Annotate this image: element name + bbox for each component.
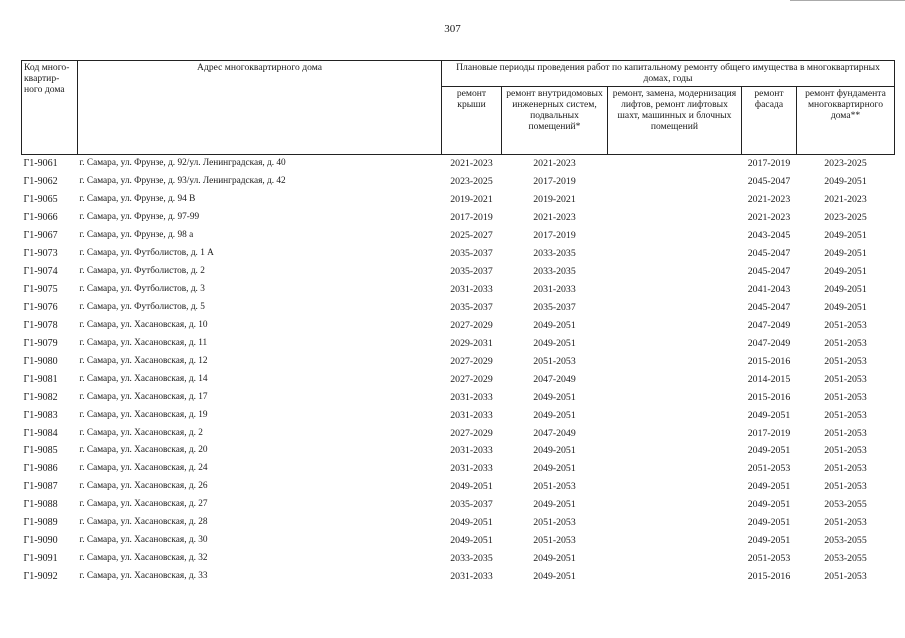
foundation-period: 2053-2055 bbox=[824, 535, 867, 547]
roof-period: 2027-2029 bbox=[450, 373, 493, 385]
house-address: г. Самара, ул. Хасановская, д. 12 bbox=[79, 355, 208, 366]
facade-period: 2045-2047 bbox=[747, 301, 791, 313]
lifts-period bbox=[608, 388, 742, 406]
systems-period: 2051-2053 bbox=[533, 535, 576, 547]
table-row bbox=[22, 460, 895, 478]
house-address: г. Самара, ул. Хасановская, д. 14 bbox=[79, 373, 208, 384]
roof-period: 2049-2051 bbox=[450, 535, 493, 547]
foundation-period: 2051-2053 bbox=[824, 355, 867, 367]
facade-period: 2015-2016 bbox=[747, 355, 791, 367]
facade-period: 2049-2051 bbox=[747, 499, 791, 511]
roof-period: 2031-2033 bbox=[450, 445, 493, 457]
table-row bbox=[22, 442, 895, 460]
roof-period: 2031-2033 bbox=[450, 391, 493, 403]
table-row bbox=[22, 316, 895, 334]
house-code: Г1-9086 bbox=[23, 463, 58, 475]
foundation-period: 2053-2055 bbox=[824, 499, 867, 511]
systems-period: 2017-2019 bbox=[533, 176, 576, 188]
facade-period: 2021-2023 bbox=[747, 212, 791, 224]
table-row bbox=[22, 478, 895, 496]
lifts-period bbox=[608, 227, 742, 245]
lifts-period bbox=[608, 173, 742, 191]
table-row bbox=[22, 424, 895, 442]
systems-period: 2051-2053 bbox=[533, 517, 576, 529]
systems-period: 2051-2053 bbox=[533, 355, 576, 367]
house-code: Г1-9090 bbox=[23, 535, 58, 547]
systems-period: 2049-2051 bbox=[533, 391, 576, 403]
house-code: Г1-9078 bbox=[23, 319, 58, 331]
header-facade: ремонт фасада bbox=[742, 87, 797, 155]
lifts-period bbox=[608, 299, 742, 317]
facade-period: 2051-2053 bbox=[747, 553, 791, 565]
house-address: г. Самара, ул. Фрунзе, д. 97-99 bbox=[79, 212, 200, 223]
facade-period: 2045-2047 bbox=[747, 176, 791, 188]
house-address: г. Самара, ул. Фрунзе, д. 93/ул. Ленинградская, д. 42 bbox=[79, 176, 286, 187]
roof-period: 2031-2033 bbox=[450, 284, 493, 296]
house-address: г. Самара, ул. Хасановская, д. 20 bbox=[79, 445, 208, 456]
house-code: Г1-9085 bbox=[23, 445, 58, 457]
foundation-period: 2053-2055 bbox=[824, 553, 867, 565]
roof-period: 2049-2051 bbox=[450, 517, 493, 529]
systems-period: 2035-2037 bbox=[533, 301, 576, 313]
table-row bbox=[22, 191, 895, 209]
roof-period: 2033-2035 bbox=[450, 553, 493, 565]
facade-period: 2021-2023 bbox=[747, 194, 791, 206]
facade-period: 2017-2019 bbox=[747, 158, 791, 170]
header-planned-periods: Плановые периоды проведения работ по капитальному ремонту общего имущества в многоквартирных домах, годы bbox=[442, 61, 895, 87]
house-address: г. Самара, ул. Хасановская, д. 19 bbox=[79, 409, 208, 420]
house-code: Г1-9061 bbox=[23, 158, 58, 170]
house-code: Г1-9062 bbox=[23, 176, 58, 188]
foundation-period: 2049-2051 bbox=[824, 266, 867, 278]
systems-period: 2047-2049 bbox=[533, 373, 576, 385]
table-row bbox=[22, 370, 895, 388]
systems-period: 2049-2051 bbox=[533, 409, 576, 421]
house-address: г. Самара, ул. Хасановская, д. 24 bbox=[79, 463, 208, 474]
lifts-period bbox=[608, 334, 742, 352]
table-row bbox=[22, 299, 895, 317]
systems-period: 2049-2051 bbox=[533, 553, 576, 565]
facade-period: 2049-2051 bbox=[747, 409, 791, 421]
systems-period: 2033-2035 bbox=[533, 266, 576, 278]
table-row bbox=[22, 496, 895, 514]
house-code: Г1-9082 bbox=[23, 391, 58, 403]
table-row bbox=[22, 550, 895, 568]
house-code: Г1-9075 bbox=[23, 284, 58, 296]
lifts-period bbox=[608, 496, 742, 514]
foundation-period: 2051-2053 bbox=[824, 445, 867, 457]
lifts-period bbox=[608, 460, 742, 478]
foundation-period: 2049-2051 bbox=[824, 176, 867, 188]
facade-period: 2015-2016 bbox=[747, 391, 791, 403]
systems-period: 2031-2033 bbox=[533, 284, 576, 296]
systems-period: 2049-2051 bbox=[533, 499, 576, 511]
facade-period: 2047-2049 bbox=[747, 337, 791, 349]
table-body bbox=[22, 155, 895, 586]
table-row bbox=[22, 263, 895, 281]
table-row bbox=[22, 245, 895, 263]
foundation-period: 2051-2053 bbox=[824, 463, 867, 475]
lifts-period bbox=[608, 316, 742, 334]
roof-period: 2029-2031 bbox=[450, 337, 493, 349]
house-address: г. Самара, ул. Хасановская, д. 30 bbox=[79, 535, 208, 546]
table-row bbox=[22, 281, 895, 299]
facade-period: 2049-2051 bbox=[747, 481, 791, 493]
table-row bbox=[22, 352, 895, 370]
roof-period: 2031-2033 bbox=[450, 409, 493, 421]
house-address: г. Самара, ул. Фрунзе, д. 92/ул. Ленинградская, д. 40 bbox=[79, 158, 286, 169]
house-address: г. Самара, ул. Футболистов, д. 5 bbox=[79, 301, 205, 312]
table-row bbox=[22, 406, 895, 424]
lifts-period bbox=[608, 514, 742, 532]
house-address: г. Самара, ул. Хасановская, д. 10 bbox=[79, 319, 208, 330]
roof-period: 2023-2025 bbox=[450, 176, 493, 188]
systems-period: 2051-2053 bbox=[533, 481, 576, 493]
foundation-period: 2051-2053 bbox=[824, 391, 867, 403]
systems-period: 2021-2023 bbox=[533, 158, 576, 170]
facade-period: 2045-2047 bbox=[747, 266, 791, 278]
facade-period: 2017-2019 bbox=[747, 427, 791, 439]
header-lifts: ремонт, замена, модернизация лифтов, ремонт лифтовых шахт, машинных и блочных помещений bbox=[608, 87, 742, 155]
systems-period: 2049-2051 bbox=[533, 571, 576, 583]
facade-period: 2047-2049 bbox=[747, 319, 791, 331]
roof-period: 2035-2037 bbox=[450, 248, 493, 260]
foundation-period: 2049-2051 bbox=[824, 284, 867, 296]
roof-period: 2035-2037 bbox=[450, 266, 493, 278]
facade-period: 2049-2051 bbox=[747, 517, 791, 529]
table-row bbox=[22, 514, 895, 532]
facade-period: 2045-2047 bbox=[747, 248, 791, 260]
lifts-period bbox=[608, 424, 742, 442]
roof-period: 2017-2019 bbox=[450, 212, 493, 224]
roof-period: 2031-2033 bbox=[450, 571, 493, 583]
roof-period: 2035-2037 bbox=[450, 301, 493, 313]
systems-period: 2017-2019 bbox=[533, 230, 576, 242]
facade-period: 2014-2015 bbox=[747, 373, 791, 385]
systems-period: 2033-2035 bbox=[533, 248, 576, 260]
facade-period: 2041-2043 bbox=[747, 284, 791, 296]
house-code: Г1-9089 bbox=[23, 517, 58, 529]
house-address: г. Самара, ул. Футболистов, д. 1 А bbox=[79, 248, 214, 259]
systems-period: 2049-2051 bbox=[533, 463, 576, 475]
lifts-period bbox=[608, 245, 742, 263]
roof-period: 2027-2029 bbox=[450, 355, 493, 367]
house-address: г. Самара, ул. Хасановская, д. 17 bbox=[79, 391, 208, 402]
facade-period: 2043-2045 bbox=[747, 230, 791, 242]
facade-period: 2049-2051 bbox=[747, 535, 791, 547]
roof-period: 2027-2029 bbox=[450, 319, 493, 331]
table-row bbox=[22, 155, 895, 173]
house-code: Г1-9087 bbox=[23, 481, 58, 493]
house-code: Г1-9074 bbox=[23, 266, 58, 278]
header-roof: ремонт крыши bbox=[442, 87, 502, 155]
roof-period: 2025-2027 bbox=[450, 230, 493, 242]
lifts-period bbox=[608, 550, 742, 568]
lifts-period bbox=[608, 532, 742, 550]
house-address: г. Самара, ул. Хасановская, д. 11 bbox=[79, 337, 208, 348]
lifts-period bbox=[608, 281, 742, 299]
house-code: Г1-9084 bbox=[23, 427, 58, 439]
foundation-period: 2051-2053 bbox=[824, 373, 867, 385]
lifts-period bbox=[608, 209, 742, 227]
systems-period: 2047-2049 bbox=[533, 427, 576, 439]
facade-period: 2015-2016 bbox=[747, 571, 791, 583]
table-row bbox=[22, 568, 895, 586]
foundation-period: 2023-2025 bbox=[824, 158, 867, 170]
foundation-period: 2051-2053 bbox=[824, 337, 867, 349]
lifts-period bbox=[608, 442, 742, 460]
table-row bbox=[22, 334, 895, 352]
roof-period: 2049-2051 bbox=[450, 481, 493, 493]
roof-period: 2035-2037 bbox=[450, 499, 493, 511]
house-code: Г1-9067 bbox=[23, 230, 58, 242]
house-address: г. Самара, ул. Хасановская, д. 33 bbox=[79, 571, 208, 582]
house-code: Г1-9081 bbox=[23, 373, 58, 385]
foundation-period: 2051-2053 bbox=[824, 319, 867, 331]
house-code: Г1-9092 bbox=[23, 571, 58, 583]
foundation-period: 2049-2051 bbox=[824, 230, 867, 242]
house-code: Г1-9073 bbox=[23, 248, 58, 260]
roof-period: 2031-2033 bbox=[450, 463, 493, 475]
house-code: Г1-9076 bbox=[23, 301, 58, 313]
house-address: г. Самара, ул. Хасановская, д. 28 bbox=[79, 517, 208, 528]
lifts-period bbox=[608, 191, 742, 209]
foundation-period: 2049-2051 bbox=[824, 248, 867, 260]
table-row bbox=[22, 209, 895, 227]
house-code: Г1-9083 bbox=[23, 409, 58, 421]
house-address: г. Самара, ул. Хасановская, д. 2 bbox=[79, 427, 203, 438]
header-address: Адрес многоквартирного дома bbox=[78, 61, 442, 155]
systems-period: 2049-2051 bbox=[533, 445, 576, 457]
house-code: Г1-9088 bbox=[23, 499, 58, 511]
roof-period: 2019-2021 bbox=[450, 194, 493, 206]
lifts-period bbox=[608, 568, 742, 586]
lifts-period bbox=[608, 263, 742, 281]
header-foundation: ремонт фундамента многоквартирного дома** bbox=[797, 87, 895, 155]
house-code: Г1-9079 bbox=[23, 337, 58, 349]
house-address: г. Самара, ул. Хасановская, д. 26 bbox=[79, 481, 208, 492]
foundation-period: 2051-2053 bbox=[824, 481, 867, 493]
roof-period: 2021-2023 bbox=[450, 158, 493, 170]
house-address: г. Самара, ул. Хасановская, д. 32 bbox=[79, 553, 208, 564]
house-address: г. Самара, ул. Футболистов, д. 2 bbox=[79, 266, 205, 277]
capital-repair-table bbox=[21, 60, 895, 586]
systems-period: 2049-2051 bbox=[533, 337, 576, 349]
house-address: г. Самара, ул. Футболистов, д. 3 bbox=[79, 284, 205, 295]
roof-period: 2027-2029 bbox=[450, 427, 493, 439]
foundation-period: 2021-2023 bbox=[824, 194, 867, 206]
systems-period: 2021-2023 bbox=[533, 212, 576, 224]
house-code: Г1-9080 bbox=[23, 355, 58, 367]
foundation-period: 2051-2053 bbox=[824, 409, 867, 421]
table-row bbox=[22, 388, 895, 406]
page-number: 307 bbox=[444, 23, 461, 35]
lifts-period bbox=[608, 352, 742, 370]
lifts-period bbox=[608, 478, 742, 496]
house-address: г. Самара, ул. Фрунзе, д. 94 В bbox=[79, 194, 196, 205]
foundation-period: 2051-2053 bbox=[824, 571, 867, 583]
foundation-period: 2051-2053 bbox=[824, 517, 867, 529]
facade-period: 2049-2051 bbox=[747, 445, 791, 457]
foundation-period: 2049-2051 bbox=[824, 301, 867, 313]
foundation-period: 2051-2053 bbox=[824, 427, 867, 439]
table-row bbox=[22, 227, 895, 245]
facade-period: 2051-2053 bbox=[747, 463, 791, 475]
foundation-period: 2023-2025 bbox=[824, 212, 867, 224]
page-corner-line bbox=[790, 0, 905, 1]
house-address: г. Самара, ул. Хасановская, д. 27 bbox=[79, 499, 208, 510]
systems-period: 2049-2051 bbox=[533, 319, 576, 331]
lifts-period bbox=[608, 406, 742, 424]
house-code: Г1-9091 bbox=[23, 553, 58, 565]
house-code: Г1-9066 bbox=[23, 212, 58, 224]
header-systems: ремонт внутридомовых инженерных систем, подвальных помещений* bbox=[502, 87, 608, 155]
house-code: Г1-9065 bbox=[23, 194, 58, 206]
header-code: Код много-квартир-ного дома bbox=[22, 61, 78, 155]
lifts-period bbox=[608, 155, 742, 173]
table-row bbox=[22, 173, 895, 191]
house-address: г. Самара, ул. Фрунзе, д. 98 а bbox=[79, 230, 194, 241]
systems-period: 2019-2021 bbox=[533, 194, 576, 206]
lifts-period bbox=[608, 370, 742, 388]
table-row bbox=[22, 532, 895, 550]
